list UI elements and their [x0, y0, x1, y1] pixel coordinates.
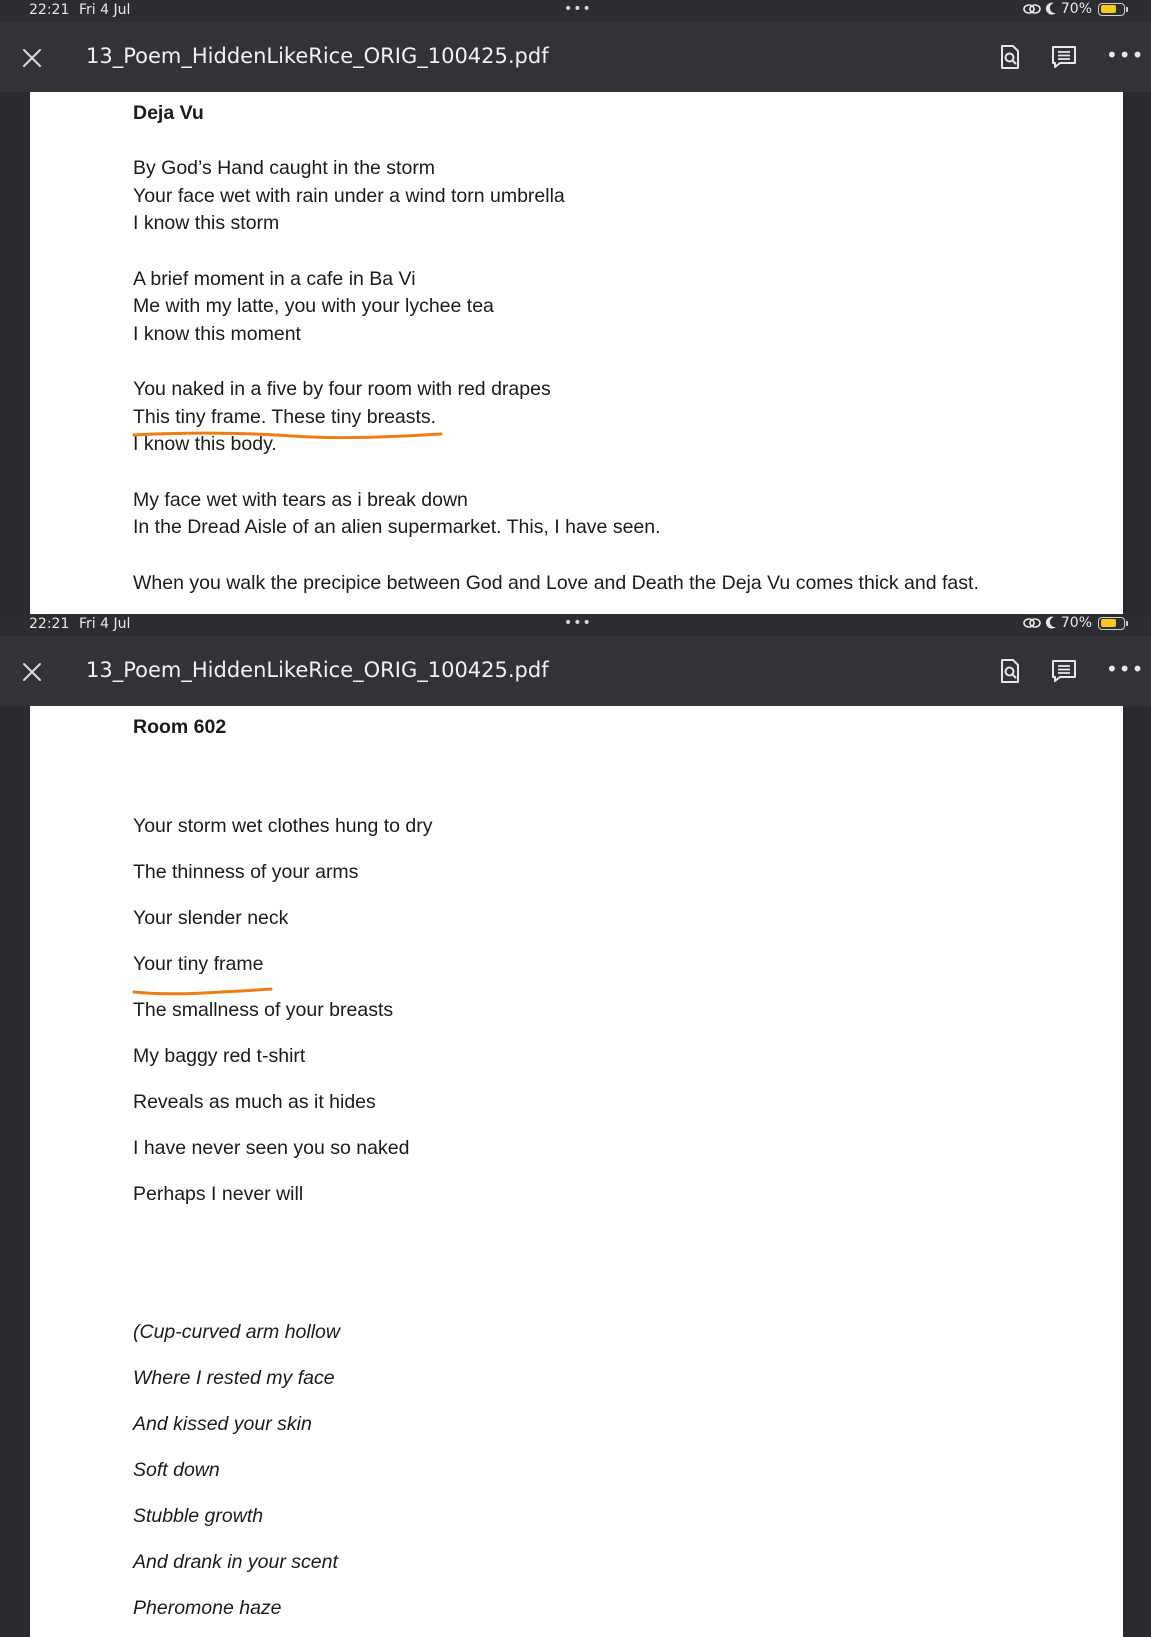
- poem-line: Perhaps I never will: [133, 1183, 304, 1205]
- stanza: [133, 155, 979, 238]
- close-button[interactable]: [20, 46, 44, 70]
- battery-icon: [1098, 3, 1125, 16]
- orange-underline-annotation: [132, 430, 444, 440]
- poem-line: The smallness of your breasts: [133, 999, 394, 1021]
- poem-line: Me with my latte, you with your lychee tea: [133, 295, 494, 317]
- screenshot-2: [0, 614, 1151, 1637]
- search-document-icon: [996, 43, 1024, 71]
- moon-icon: [1045, 2, 1057, 16]
- battery-fill: [1101, 5, 1116, 13]
- file-title: 13_Poem_HiddenLikeRice_ORIG_100425.pdf: [86, 658, 549, 682]
- stanza: [133, 570, 979, 598]
- screenshot-1: [0, 0, 1151, 614]
- highlighted-line-text: This tiny frame. These tiny breasts.: [133, 405, 437, 428]
- comment-icon: [1050, 657, 1078, 685]
- status-right: [1023, 1, 1125, 17]
- status-bar: [0, 614, 1151, 636]
- poem-deja-vu: [133, 102, 979, 614]
- poem-line: I know this body.: [133, 433, 277, 455]
- poem-line-italic: Soft down: [133, 1459, 220, 1481]
- battery-percent: 70%: [1060, 615, 1092, 631]
- battery-fill: [1101, 619, 1116, 627]
- status-bar: [0, 0, 1151, 22]
- stanza-gap: [133, 1217, 433, 1309]
- poem-line: I know this storm: [133, 212, 280, 234]
- status-right: [1023, 615, 1125, 631]
- stanza: [133, 376, 979, 459]
- link-icon: [1023, 3, 1041, 15]
- poem-line-italic: And kissed your skin: [133, 1413, 312, 1435]
- more-options-icon[interactable]: •••: [1106, 657, 1145, 681]
- poem-line: Your slender neck: [133, 907, 289, 929]
- battery-icon: [1098, 617, 1125, 630]
- find-in-document-button[interactable]: [996, 43, 1024, 71]
- stanza: [133, 487, 979, 542]
- highlighted-text: [133, 941, 263, 987]
- close-button[interactable]: [20, 660, 44, 684]
- close-icon: [20, 660, 44, 684]
- poem-title: Room 602: [133, 716, 227, 738]
- pdf-page: [30, 92, 1123, 614]
- find-in-document-button[interactable]: [996, 657, 1024, 685]
- multitask-dots-icon[interactable]: •••: [564, 615, 592, 631]
- poem-line: By God’s Hand caught in the storm: [133, 157, 436, 179]
- orange-underline-annotation: [132, 986, 274, 996]
- poem-line-italic: (Cup-curved arm hollow: [133, 1321, 340, 1343]
- close-icon: [20, 46, 44, 70]
- poem-line: You naked in a five by four room with red drapes: [133, 378, 551, 400]
- poem-line-highlighted: [133, 941, 433, 987]
- poem-line: The thinness of your arms: [133, 861, 359, 883]
- poem-line: Reveals as much as it hides: [133, 1091, 376, 1113]
- pdf-toolbar: [0, 636, 1151, 706]
- status-date: Fri 4 Jul: [79, 2, 131, 18]
- poem-line: In the Dread Aisle of an alien supermarket. This, I have seen.: [133, 516, 661, 538]
- highlighted-text: [133, 404, 436, 432]
- moon-icon: [1045, 616, 1057, 630]
- poem-line: My baggy red t-shirt: [133, 1045, 306, 1067]
- status-date: Fri 4 Jul: [79, 616, 131, 632]
- poem-line-italic: Pheromone haze: [133, 1597, 282, 1619]
- poem-line: When you walk the precipice between God and Love and Death the Deja Vu comes thick and fast.: [133, 571, 979, 594]
- poem-line: I have never seen you so naked: [133, 1137, 410, 1159]
- poem-line-highlighted: [133, 404, 979, 432]
- poem-line: Your storm wet clothes hung to dry: [133, 815, 433, 837]
- poem-title: Deja Vu: [133, 102, 204, 124]
- battery-percent: 70%: [1060, 1, 1092, 17]
- comment-icon: [1050, 43, 1078, 71]
- poem-line: Your face wet with rain under a wind torn umbrella: [133, 184, 565, 207]
- multitask-dots-icon[interactable]: •••: [564, 1, 592, 17]
- pdf-page: [30, 706, 1123, 1637]
- comments-button[interactable]: [1050, 43, 1078, 71]
- poem-room-602: [133, 716, 433, 1631]
- comments-button[interactable]: [1050, 657, 1078, 685]
- status-time: 22:21: [29, 616, 70, 632]
- search-document-icon: [996, 657, 1024, 685]
- highlighted-line-text: Your tiny frame: [133, 953, 264, 975]
- poem-line-italic: Where I rested my face: [133, 1367, 335, 1389]
- link-icon: [1023, 617, 1041, 629]
- poem-line-italic: And drank in your scent: [133, 1551, 338, 1573]
- file-title: 13_Poem_HiddenLikeRice_ORIG_100425.pdf: [86, 44, 549, 68]
- status-time: 22:21: [29, 2, 70, 18]
- more-options-icon[interactable]: •••: [1106, 43, 1145, 67]
- italic-stanza: [133, 1309, 433, 1631]
- stanza: [133, 266, 979, 349]
- poem-line: I know this moment: [133, 322, 301, 345]
- pdf-toolbar: [0, 22, 1151, 92]
- poem-line: My face wet with tears as i break down: [133, 488, 468, 511]
- poem-line: A brief moment in a cafe in Ba Vi: [133, 267, 416, 290]
- poem-line-italic: Stubble growth: [133, 1505, 264, 1527]
